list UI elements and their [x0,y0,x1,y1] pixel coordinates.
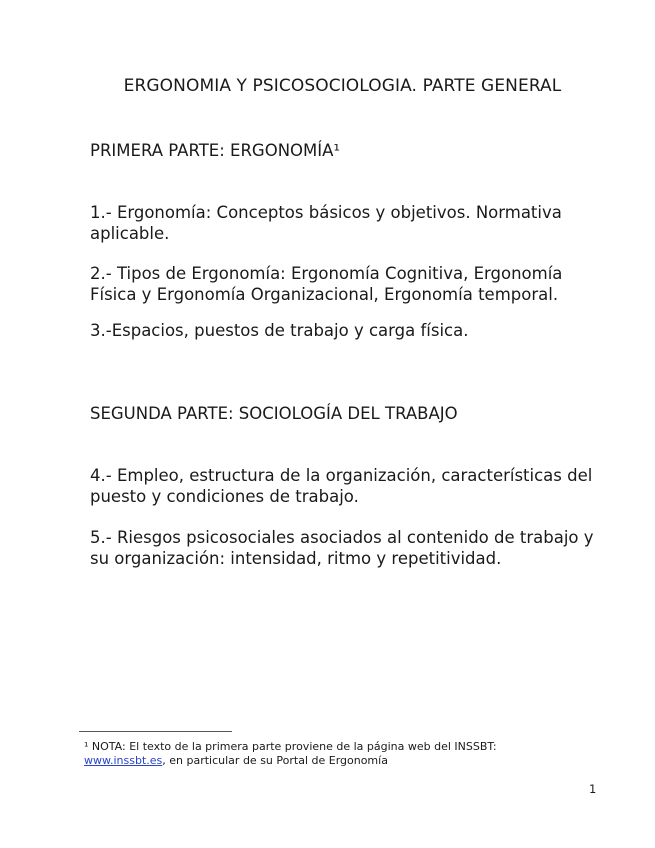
part-one-item-1: 1.- Ergonomía: Conceptos básicos y objetivos. Normativa aplicable. [90,203,562,243]
part-two-item-5: 5.- Riesgos psicosociales asociados al contenido de trabajo y su organización: intensidad, ritmo y repetitividad. [90,528,594,568]
part-one-heading: PRIMERA PARTE: ERGONOMÍA¹ [90,141,341,160]
footnote [84,740,604,768]
inssbt-link[interactable]: www.inssbt.es [84,754,163,767]
footnote-text-after: , en particular de su Portal de Ergonomía [162,754,388,767]
footnote-separator [79,731,232,732]
footnote-marker: ¹ [84,740,89,753]
document-title: ERGONOMIA Y PSICOSOCIOLOGIA. PARTE GENERAL [123,76,562,96]
footnote-text-before: NOTA: El texto de la primera parte proviene de la página web del INSSBT: [88,740,497,753]
page-number: 1 [589,782,597,796]
part-one-item-3: 3.-Espacios, puestos de trabajo y carga física. [90,321,469,340]
part-one-item-2: 2.- Tipos de Ergonomía: Ergonomía Cognitiva, Ergonomía Física y Ergonomía Organizacional, Ergonomía temporal. [90,264,563,304]
part-two-heading: SEGUNDA PARTE: SOCIOLOGÍA DEL TRABAJO [90,404,458,423]
part-two-item-4: 4.- Empleo, estructura de la organización, características del puesto y condiciones de trabajo. [90,466,593,506]
